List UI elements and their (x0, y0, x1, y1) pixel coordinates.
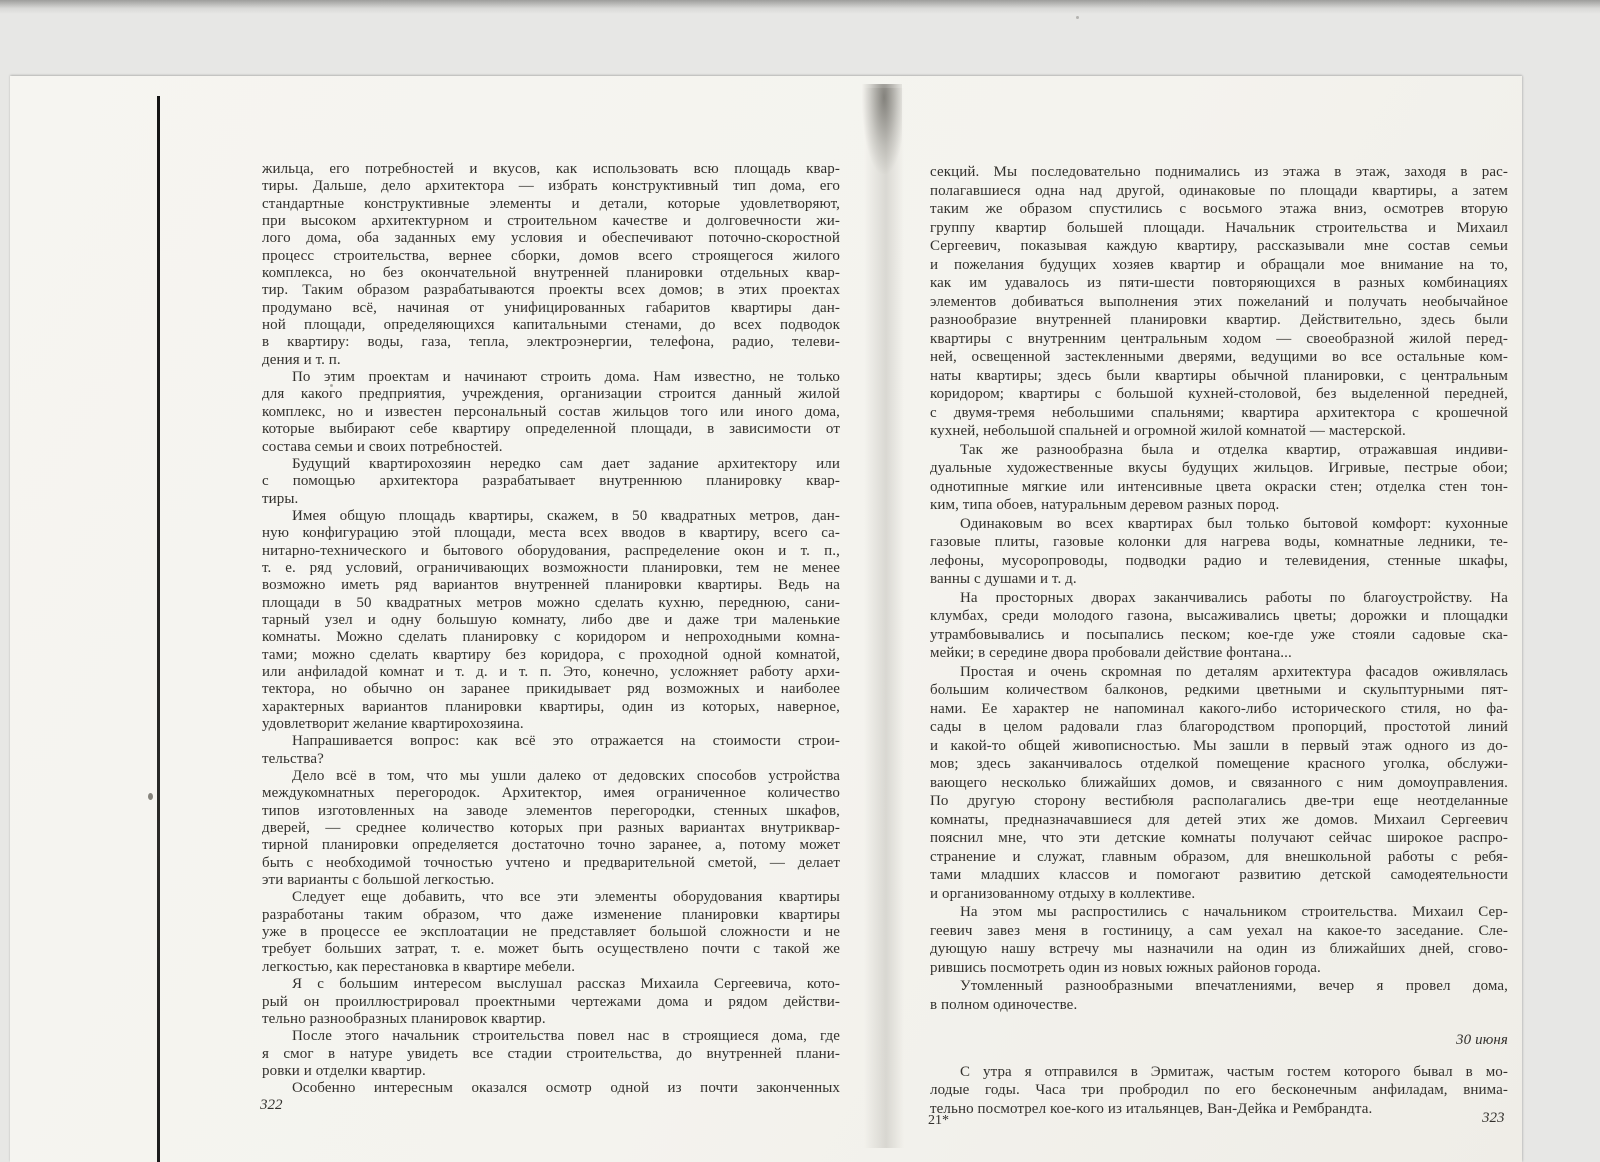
text-line: рившись посмотреть один из новых южных районов города. (930, 959, 1321, 976)
paragraph (930, 663, 1508, 904)
paragraph (930, 903, 1508, 977)
text-line: кухней, небольшой спальней и огромной жилой комнатой — мастерской. (930, 423, 1406, 439)
text-line: группу квартир большей площади. Начальник строительства и Михаил (930, 219, 1508, 236)
text-line: удовлетворит желание квартирохозяина. (262, 716, 524, 732)
text-line: дения и т. п. (262, 351, 341, 368)
text-line: тами младших классов и помогают развитию детской самодеятельности (930, 867, 1508, 883)
text-line: утрамбовывались и посыпались песком; кое-где уже стояли садовые ска- (930, 626, 1508, 643)
text-line: С утра я отправился в Эрмитаж, частым гостем которого бывал в мо- (960, 1063, 1508, 1080)
text-line: тами; можно сделать квартиру без коридора, с проходной одной комнатой, (262, 646, 840, 663)
text-line: геевич завез меня в гостиницу, а сам уехал на какое-то заседание. Сле- (930, 922, 1508, 939)
paragraph (262, 369, 840, 456)
page-number-left: 322 (260, 1097, 283, 1113)
text-line: в полном одиночестве. (930, 996, 1078, 1013)
paragraph (262, 889, 840, 976)
text-line: эти варианты с большой легкостью. (262, 872, 495, 889)
paragraph (930, 977, 1508, 1014)
text-line: тиры. Дальше, дело архитектора — избрать конструктивный тип дома, его (262, 178, 840, 195)
text-line: тектора, но обычно он заранее прикидывает ряд возможных и наиболее (262, 681, 840, 698)
text-line: дующую нашу встречу мы назначили на один из ближайших дней, сгово- (930, 941, 1508, 957)
paragraph (262, 508, 840, 733)
signature-mark: 21* (928, 1113, 949, 1128)
paragraph (262, 456, 840, 508)
page-number-right: 323 (1482, 1110, 1505, 1126)
paragraph (930, 441, 1508, 515)
text-line: лого дома, оба заданных ему условия и обеспечивают поточно-скоростной (262, 230, 840, 247)
center-gutter-shadow (864, 88, 904, 1148)
paragraph (930, 515, 1508, 589)
text-line: Особенно интересным оказался осмотр одной из почти законченных (292, 1080, 840, 1097)
text-line: междукомнатных перегородок. Архитектор, имея ограниченное количество (262, 785, 840, 802)
text-line: большим количеством балконов, редкими цветными и скульптурными пят- (930, 682, 1508, 698)
paragraph (262, 161, 840, 369)
text-line: Утомленный разнообразными впечатлениями, вечер я провел дома, (960, 978, 1508, 994)
text-line: вающего несколько ближайших домов, и связанного с ним домоуправления. (930, 774, 1508, 791)
text-line: тиры. (262, 490, 299, 507)
text-line: быть с необходимой точностью учтено и предварительной сметой, — делает (262, 854, 840, 871)
text-line: тарный узел и одну большую комнату, либо две и даже три маленькие (262, 611, 840, 628)
text-line: уже в процессе ее эксплоатации не представляет большой сложности и не (262, 924, 840, 941)
text-line: газовые плиты, газовые колонки для нагрева воды, комнатные ледники, те- (930, 534, 1508, 550)
text-line: типов изготовленных на заводе элементов перегородки, стенных шкафов, (262, 802, 840, 819)
text-line: при высоком архитектурном и строительном качестве и долговечности жи- (262, 213, 840, 230)
paragraph (262, 1080, 840, 1097)
text-line: После этого начальник строительства повел нас в строящиеся дома, где (292, 1028, 840, 1045)
text-line: нитарно-технического и бытового оборудования, распределение окон и т. п., (262, 542, 840, 559)
paragraph (262, 1028, 840, 1080)
text-line: рый он проиллюстрировал проектными чертежами дома и рядом действи- (262, 993, 840, 1010)
text-line: как им удавалось из пяти-шести повторяющихся в разных комбинациях (930, 275, 1508, 291)
text-line: По другую сторону вестибюля располагались две-три еще неотделанные (930, 793, 1508, 809)
text-line: легкостью, как перестановка в квартире мебели. (262, 958, 576, 975)
text-line: элементов добиваться выполнения этих пожеланий и получать необычайное (930, 293, 1508, 310)
paragraph (930, 589, 1508, 663)
left-page-crease-line (157, 96, 160, 1162)
text-line: которые выбирают себе квартиру определенной площади, в зависимости от (262, 421, 840, 438)
text-line: Имея общую площадь квартиры, скажем, в 50 квадратных метров, дан- (292, 507, 840, 524)
text-line: наты квартиры; здесь были квартиры обычной планировки, с центральным (930, 367, 1508, 384)
text-line: ким, типа обоев, натуральным деревом разных пород. (930, 497, 1280, 513)
text-line: с помощью архитектора разрабатывает внутреннюю планировку квар- (262, 473, 840, 490)
text-line: характерных вариантов планировки квартиры, один из которых, наверное, (262, 698, 840, 715)
scan-speck (148, 793, 153, 800)
text-line: странение и служат, главным образом, для внешкольной работы с ребя- (930, 848, 1508, 865)
paragraph (262, 733, 840, 768)
text-line: На этом мы распростились с начальником строительства. Михаил Сер- (960, 904, 1508, 920)
text-line: коридором; квартиры с большой кухней-столовой, без выделенной передней, (930, 386, 1508, 402)
text-line: с двумя-тремя небольшими спальнями; квартира архитектора с крошечной (930, 404, 1508, 421)
text-line: Я с большим интересом выслушал рассказ Михаила Сергеевича, кото- (292, 976, 840, 993)
paragraph (930, 1063, 1508, 1119)
text-line: ной площади, определяющихся капитальными стенами, до всех подводок (262, 317, 840, 334)
text-line: квартиры с внутренним центральным ходом — своеобразной жилой перед- (930, 330, 1508, 347)
text-line: в квартиру: воды, газа, тепла, электроэнергии, телефона, радио, телеви- (262, 334, 840, 351)
text-line: нами. Ее характер не напоминал какого-либо исторического стиля, но фа- (930, 700, 1508, 717)
gutter-top-shadow (862, 84, 902, 174)
text-line: и организованному отдыху в коллективе. (930, 885, 1196, 902)
text-line: Так же разнообразна была и отделка квартир, отражавшая индиви- (960, 441, 1508, 458)
text-line: Напрашивается вопрос: как всё это отражается на стоимости строи- (292, 733, 840, 750)
text-line: продумано всё, начиная от унифицированных габаритов квартиры дан- (262, 299, 840, 316)
text-line: однотипные мягкие или интенсивные цвета окраски стен; отделка стен тон- (930, 478, 1508, 495)
text-line: секций. Мы последовательно поднимались из этажа в этаж, заходя в рас- (930, 164, 1508, 180)
text-line: мейки; в середине двора пробовали действие фонтана... (930, 645, 1292, 661)
text-line: дуальные художественные вкусы будущих жильцов. Игривые, пестрые обои; (930, 460, 1508, 476)
text-line: тельства? (262, 750, 324, 767)
text-line: тир. Таким образом разрабатываются проекты всех домов; в этих проектах (262, 282, 840, 299)
date-heading: 30 июня (1456, 1032, 1508, 1048)
text-line: стандартные конструктивные элементы и детали, которые удовлетворяют, (262, 195, 840, 212)
text-line: ровки и отделки квартир. (262, 1062, 426, 1079)
text-line: жильца, его потребностей и вкусов, как использовать всю площадь квар- (262, 161, 840, 177)
left-page-text-column (262, 161, 840, 1098)
text-line: площади в 50 квадратных метров можно сделать кухню, переднюю, сани- (262, 594, 840, 611)
text-line: для какого предприятия, учреждения, организации строится данный жилой (262, 386, 840, 403)
text-line: ванны с душами и т. д. (930, 571, 1077, 587)
text-line: дверей, — среднее количество которых при разных вариантах внутриквар- (262, 820, 840, 837)
text-line: т. е. ряд условий, ограничивающих возможности планировки, тем не менее (262, 559, 840, 576)
text-line: Сергеевич, показывая каждую квартиру, рассказывали мне состав семьи (930, 238, 1508, 254)
text-line: состава семьи и своих потребностей. (262, 438, 503, 455)
text-line: На просторных дворах заканчивались работы по благоустройству. На (960, 589, 1508, 606)
paragraph (930, 163, 1508, 441)
scanner-edge-shadow (0, 0, 1600, 14)
text-line: Следует еще добавить, что все эти элементы оборудования квартиры (292, 889, 840, 906)
scan-speck (1076, 16, 1079, 19)
text-line: клумбах, среди молодого газона, высаживались цветы; дорожки и площадки (930, 608, 1508, 624)
text-line: процесс строительства, вернее сборки, домов всего строящегося жилого (262, 247, 840, 264)
text-line: комнаты, предназначавшиеся для детей этих же домов. Михаил Сергеевич (930, 811, 1508, 828)
text-line: Дело всё в том, что мы ушли далеко от дедовских способов устройства (292, 768, 840, 785)
text-line: разнообразие внутренней планировки квартир. Действительно, здесь были (930, 312, 1508, 328)
text-line: тельно разнообразных планировок квартир. (262, 1010, 546, 1027)
right-page-text-column (930, 163, 1508, 1118)
text-line: и пожелания будущих хозяев квартир и обращали мое внимание на то, (930, 256, 1508, 273)
text-line: тельно посмотрел кое-кого из итальянцев, Ван-Дейка и Рембрандта. (930, 1100, 1373, 1117)
text-line: ную конфигурацию этой площади, места всех вводов в квартиру, всего са- (262, 525, 840, 542)
text-line: пояснил мне, что эти детские комнаты получают сейчас широкое распро- (930, 830, 1508, 846)
text-line: возможно иметь ряд вариантов внутренней планировки квартиры. Ведь на (262, 577, 840, 594)
text-line: комплекса, но без окончательной внутренней планировки отдельных квар- (262, 265, 840, 282)
paragraph (262, 976, 840, 1028)
text-line: Простая и очень скромная по деталям архитектура фасадов оживлялась (960, 663, 1508, 680)
text-line: сады в целом радовали глаз благородством пропорций, простотой линий (930, 719, 1508, 735)
text-line: Одинаковым во всех квартирах был только бытовой комфорт: кухонные (960, 515, 1508, 532)
text-line: я смог в натуре увидеть все стадии строительства, до внутренней плани- (262, 1045, 840, 1062)
text-line: или анфиладой комнат и т. д. и т. п. Это, конечно, усложняет работу архи- (262, 663, 840, 680)
text-line: лодые годы. Часа три пробродил по его бесконечным анфиладам, внима- (930, 1082, 1508, 1098)
text-line: комнаты. Можно сделать планировку с коридором и непроходными комна- (262, 629, 840, 646)
paragraph (262, 768, 840, 889)
text-line: разработаны таким образом, что даже изменение планировки квартиры (262, 906, 840, 923)
text-line: требует больших затрат, т. е. может быть осуществлено почти с такой же (262, 941, 840, 958)
text-line: ней, освещенной застекленными дверями, ведущими во все остальные ком- (930, 349, 1508, 365)
text-line: комплекс, но и известен персональный состав жильцов того или иного дома, (262, 403, 840, 420)
text-line: тирной планировки определяется достаточно точно заранее, а, потому может (262, 837, 840, 854)
text-line: полагавшиеся одна над другой, одинаковые по площади квартиры, а затем (930, 182, 1508, 199)
text-line: и какой-то общей живописностью. Мы зашли в первый этаж одного из до- (930, 737, 1508, 754)
text-line: По этим проектам и начинают строить дома. Нам известно, не только (292, 369, 840, 386)
text-line: мов; здесь заканчивалось отделкой помещение красного уголка, обслужи- (930, 756, 1508, 772)
text-line: лефоны, мусоропроводы, подводки радио и телевидения, стенные шкафы, (930, 552, 1508, 569)
text-line: таким же образом спустились с восьмого этажа вниз, осмотрев вторую (930, 201, 1508, 217)
text-line: Будущий квартирохозяин нередко сам дает задание архитектору или (292, 455, 840, 472)
